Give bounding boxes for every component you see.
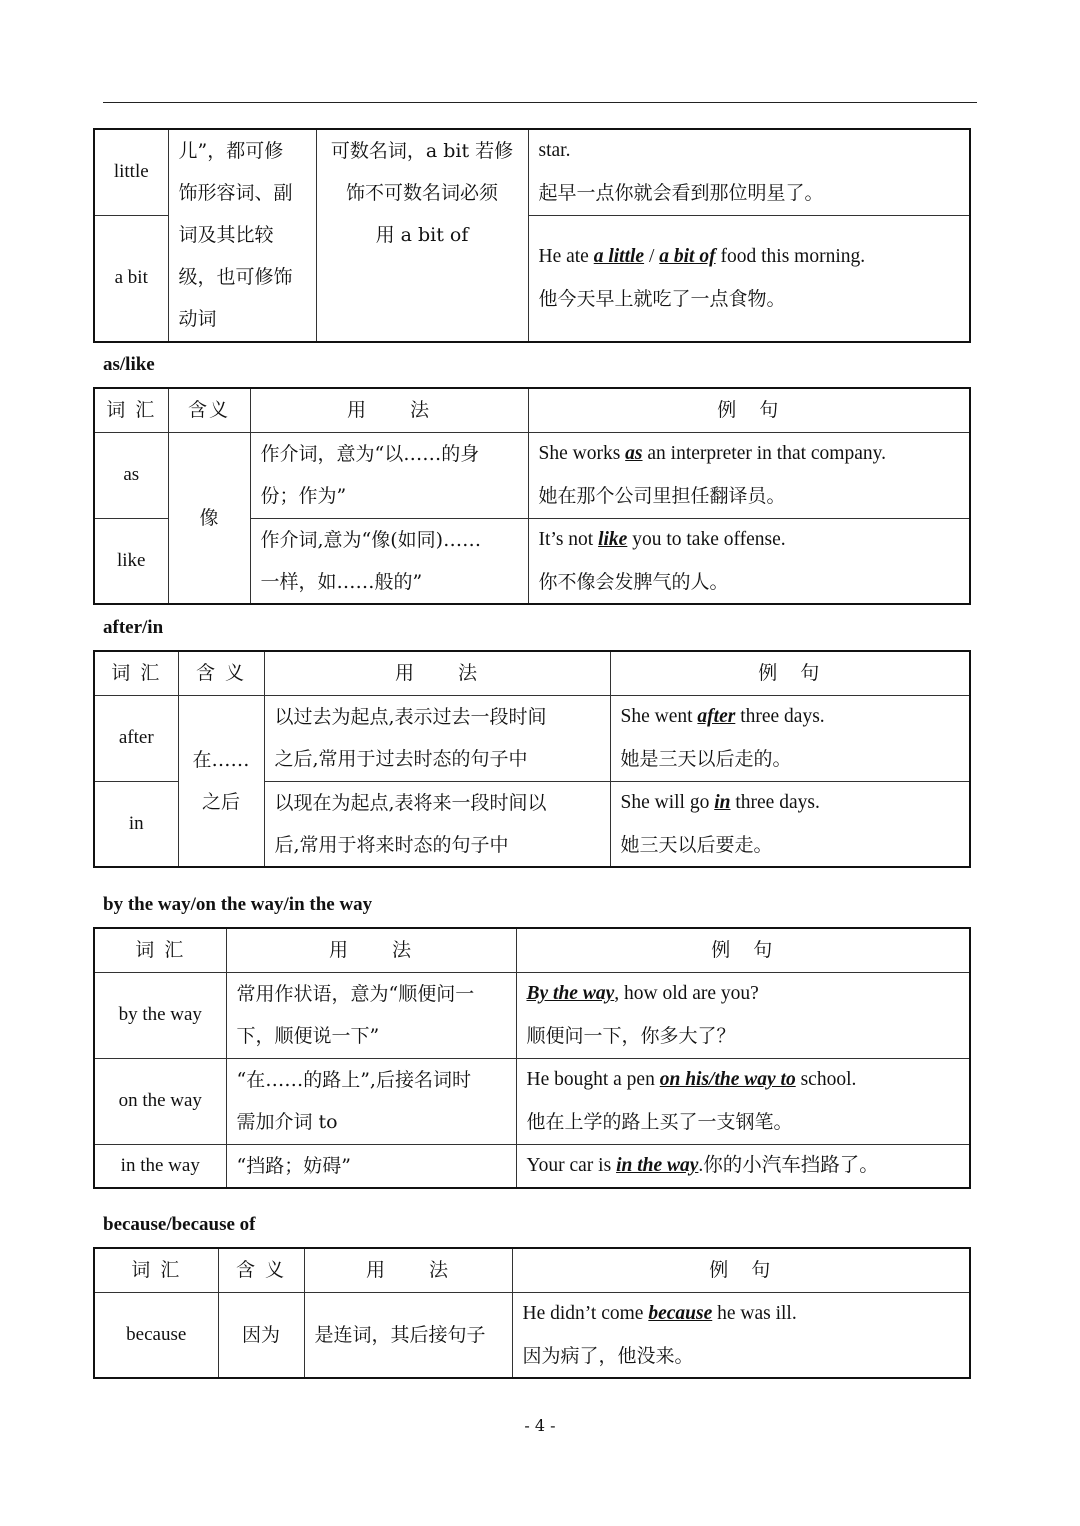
meaning-cell: 儿”，都可修 饰形容词、副 词及其比较 级，也可修饰 动词 (168, 129, 316, 342)
header-row: 词 汇 含 义 用 法 例 句 (94, 1248, 970, 1292)
table-row (94, 129, 970, 215)
table-row: because 因为 是连词，其后接句子 He didn’t come because he was ill. 因为病了，他没来。 (94, 1292, 970, 1378)
word-cell: a bit (94, 215, 168, 342)
table-after-in (93, 650, 971, 868)
table-row: by the way 常用作状语，意为“顺便问一 下，顺便说一下” By the way, how old are you? 顺便问一下，你多大了？ (94, 972, 970, 1058)
table-row: on the way “在……的路上”,后接名词时 需加介词 to He bought a pen on his/the way to school. 他在上学的路上买了一支钢笔。 (94, 1058, 970, 1144)
header-rule (103, 102, 977, 103)
example-cell: star. 起早一点你就会看到那位明星了。 (528, 129, 970, 215)
table-row: like 作介词,意为“像(如同)…… 一样，如……般的” It’s not like you to take offense. 你不像会发脾气的人。 (94, 518, 970, 604)
header-row: 词 汇 含义 用 法 例 句 (94, 388, 970, 432)
header-row: 词 汇 含 义 用 法 例 句 (94, 651, 970, 695)
table-way (93, 927, 971, 1189)
header-row: 词 汇 用 法 例 句 (94, 928, 970, 972)
table-little-abit (93, 128, 971, 343)
section-title-because: because/because of (103, 1214, 256, 1235)
section-title-after-in: after/in (103, 617, 164, 638)
section-title-way: by the way/on the way/in the way (103, 894, 373, 915)
table-row: in 以现在为起点,表将来一段时间以 后,常用于将来时态的句子中 She will go in three days. 她三天以后要走。 (94, 781, 970, 867)
section-title-as-like: as/like (103, 354, 155, 375)
word-cell: little (94, 129, 168, 215)
table-row: in the way “挡路；妨碍” Your car is in the way.你的小汽车挡路了。 (94, 1144, 970, 1188)
table-as-like (93, 387, 971, 605)
page-number: - 4 - (524, 1416, 556, 1435)
table-row: after 在…… 之后 以过去为起点,表示过去一段时间 之后,常用于过去时态的句子中 She went after three days. 她是三天以后走的。 (94, 695, 970, 781)
usage-cell: 可数名词，a bit 若修 饰不可数名词必须 用 a bit of (316, 129, 528, 342)
example-cell: He ate a little / a bit of food this morning. 他今天早上就吃了一点食物。 (528, 215, 970, 342)
table-because (93, 1247, 971, 1379)
table-row: as 像 作介词，意为“以……的身 份；作为” She works as an interpreter in that company. 她在那个公司里担任翻译员。 (94, 432, 970, 518)
